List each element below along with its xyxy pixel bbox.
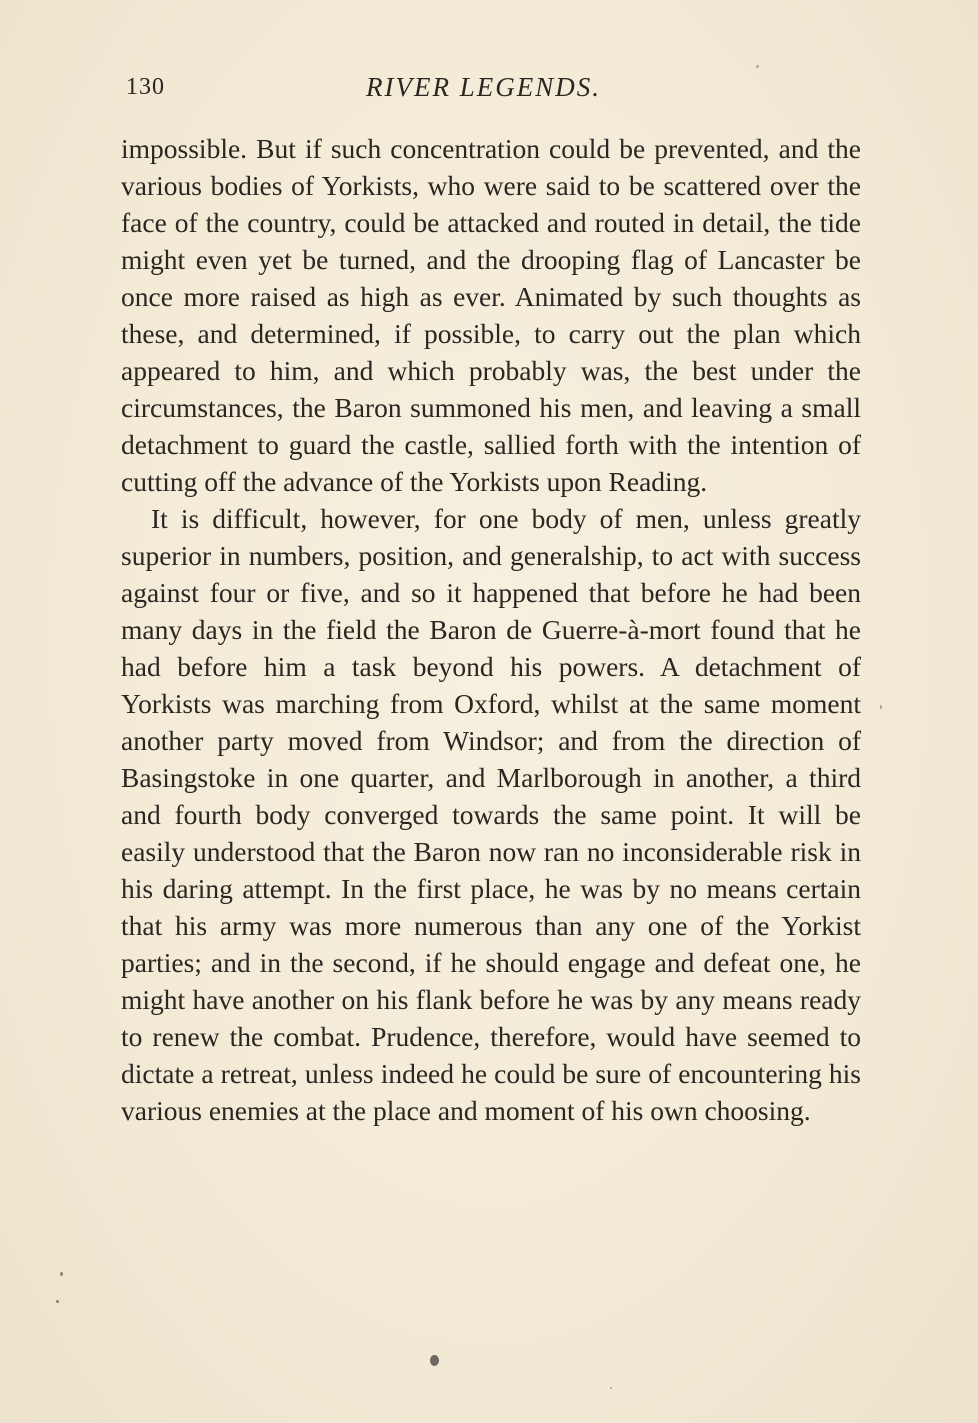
paragraph-2: It is difficult, however, for one body of men, unless greatly superior in numbers, position, and generalship, to act with success against four or five, and so it happened that before he had been many days in the field the Baron de Guerre-à-mort found that he had before him a task beyond his powers. A detachment of Yorkists was marching from Oxford, whilst at the same moment another party moved from Windsor; and from the direction of Basingstoke in one quarter, and Marlborough in another, a third and fourth body converged towards the same point. It will be easily understood that the Baron now ran no inconsiderable risk in his daring attempt. In the first place, he was by no means certain that his army was more numerous than any one of the Yorkist parties; and in the second, if he should engage and defeat one, he might have another on his flank before he was by any means ready to renew the combat. Prudence, therefore, would have seemed to dictate a retreat, unless indeed he could be sure of encountering his various enemies at the place and moment of his own choosing.: [121, 503, 861, 1126]
paper-speck: [756, 65, 759, 68]
paper-speck: [430, 1355, 439, 1366]
paragraph-1: impossible. But if such concentration could be prevented, and the various bodies of Yorkists, who were said to be scattered over the face of the country, could be attacked and routed in detail, the tide might even yet be turned, and the drooping flag of Lancaster be once more raised as high as ever. Animated by such thoughts as these, and determined, if possible, to carry out the plan which appeared to him, and which probably was, the best under the circumstances, the Baron summoned his men, and leaving a small detachment to guard the castle, sallied forth with the intention of cutting off the advance of the Yorkists upon Reading.: [121, 133, 861, 497]
paper-speck: [56, 1300, 59, 1303]
paper-speck: [610, 1387, 612, 1389]
body-text: [121, 130, 861, 1129]
paper-speck: [60, 1272, 63, 1276]
paper-speck: [880, 705, 882, 709]
page-number: 130: [126, 74, 165, 100]
page-header: [126, 72, 866, 106]
running-title: RIVER LEGENDS.: [366, 72, 601, 102]
